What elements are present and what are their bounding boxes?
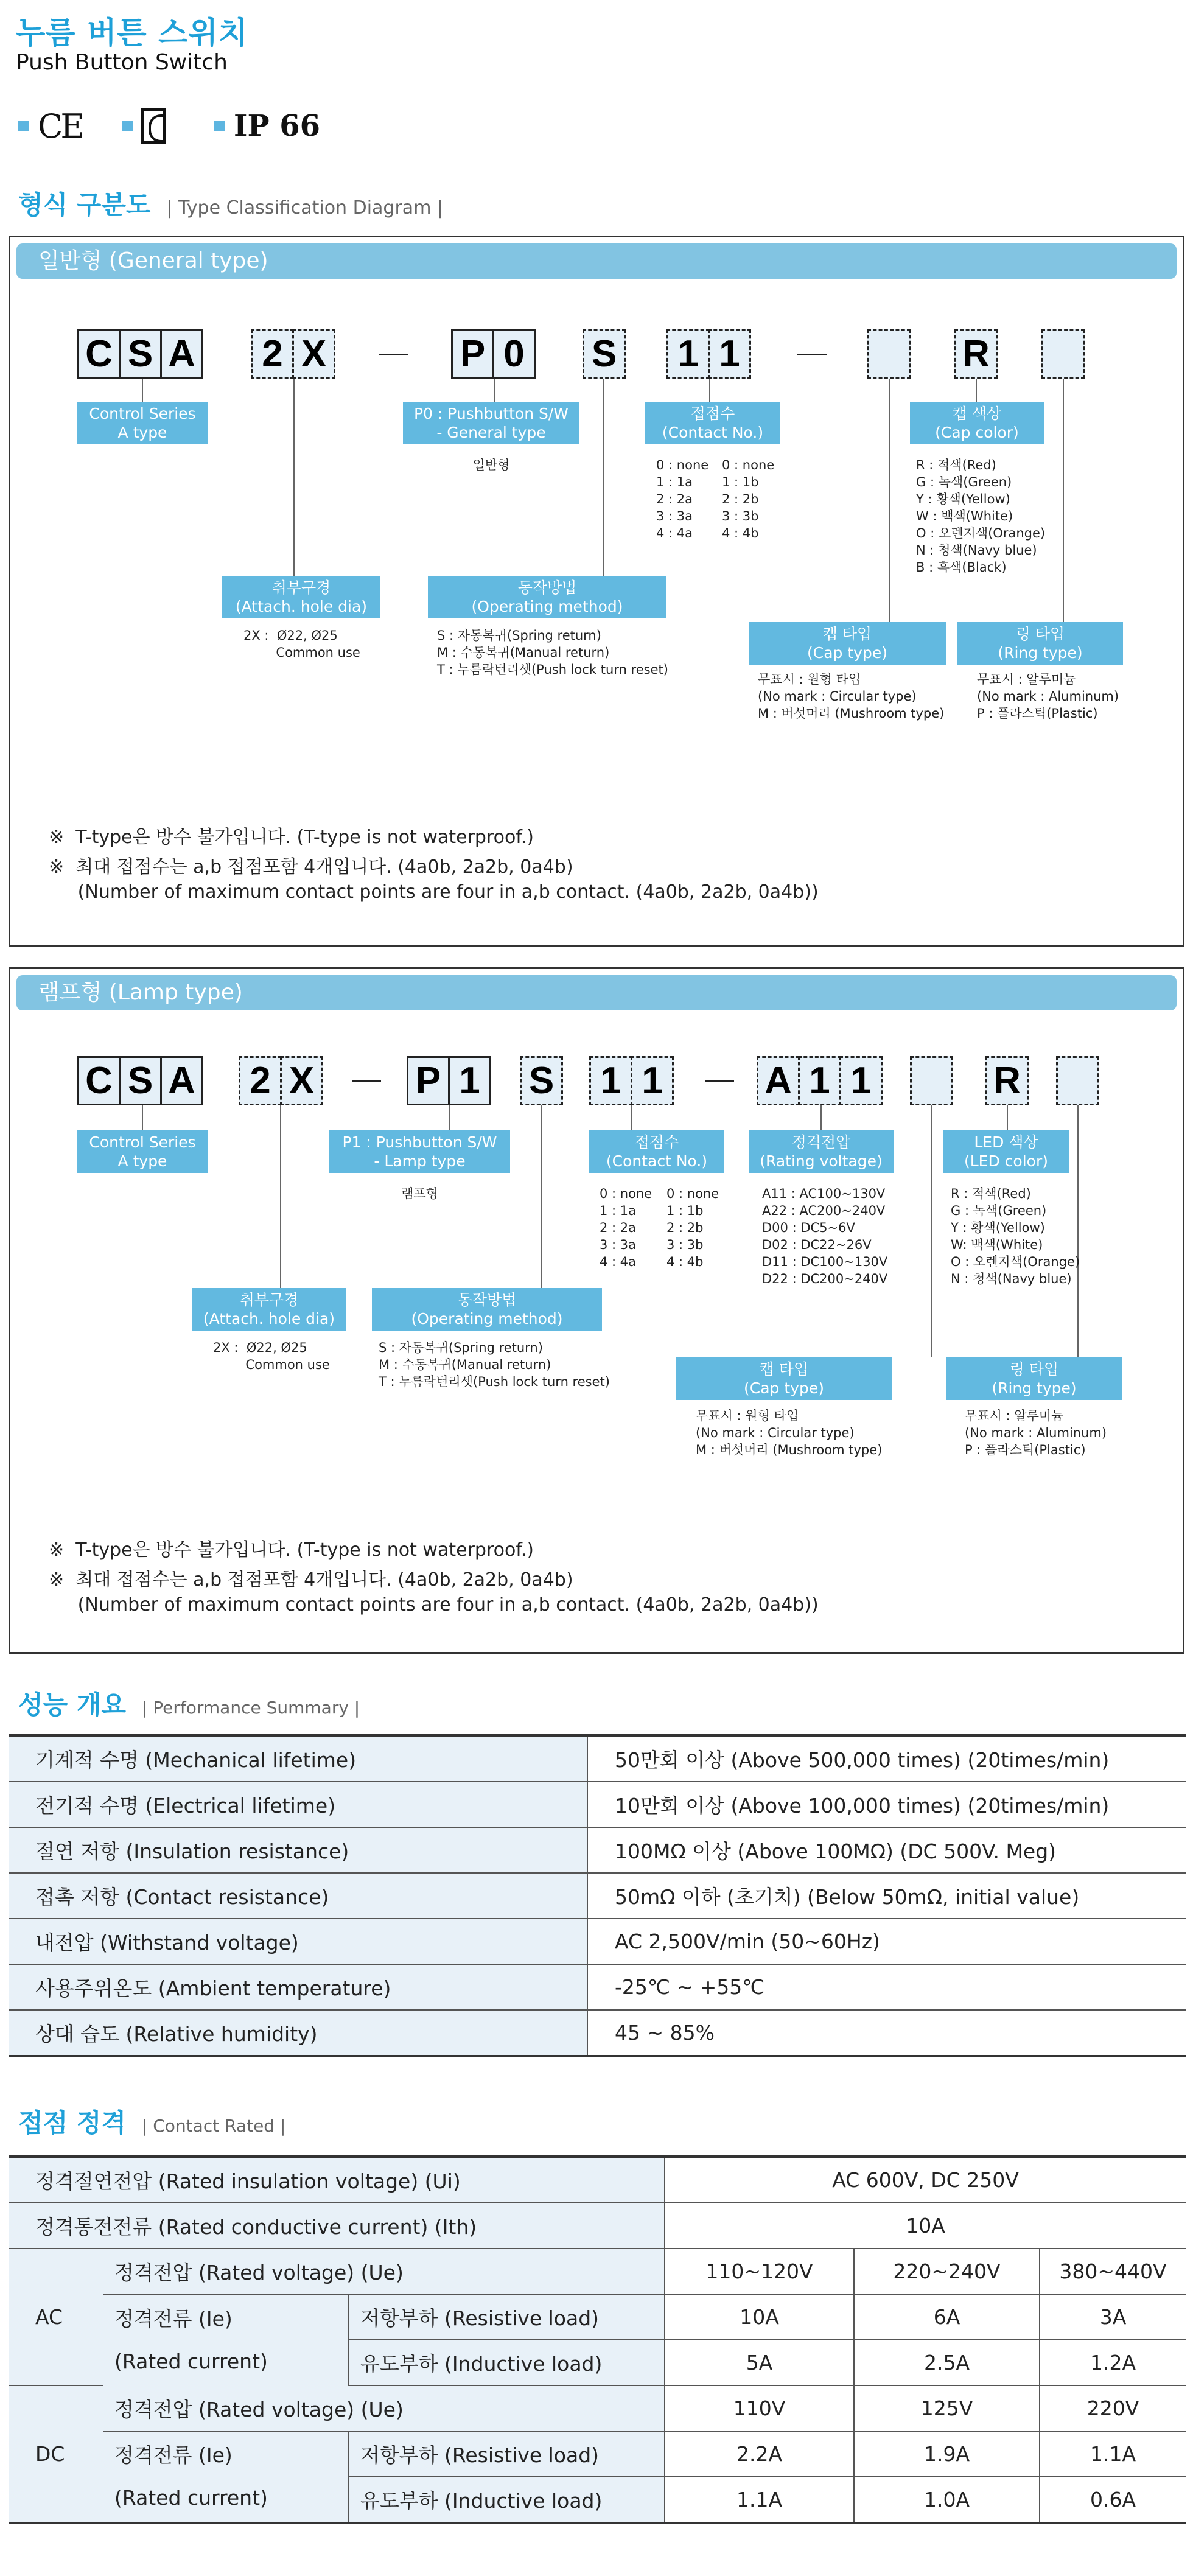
hole-list-item: Common use (243, 645, 360, 660)
contact-a-list-item: 0 : none (656, 458, 709, 472)
code-voltage-cell: 1 (839, 1056, 883, 1105)
voltage-list-item: A11 : AC100~130V (762, 1186, 886, 1201)
contact-b-list-item: 1 : 1b (722, 475, 759, 489)
contact-b-list-item: 0 : none (722, 458, 775, 472)
code-voltage-cell: 1 (798, 1056, 841, 1105)
label-method-line: 동작방법 (517, 579, 577, 597)
method-list (437, 627, 668, 678)
code-led (985, 1056, 1029, 1105)
code-cap-color (954, 329, 998, 379)
kc-mark-icon (141, 108, 166, 144)
contact-rated-table (9, 2155, 1186, 2524)
label-hole-line: (Attach. hole dia) (203, 1310, 335, 1328)
label-type-line: - General type (436, 424, 546, 441)
code-type-cell: P (451, 329, 494, 379)
ui-label: 정격절연전압 (Rated insulation voltage) (Ui) (9, 2157, 665, 2203)
code-contact-cell: 1 (666, 329, 710, 379)
cap-type-list-item: M : 버섯머리 (Mushroom type) (696, 1443, 883, 1457)
dc-inductive-value: 0.6A (1040, 2477, 1186, 2523)
code-hole-cell: 2 (239, 1056, 282, 1105)
connector-line (142, 379, 143, 402)
contact-b-list-item: 3 : 3b (722, 509, 759, 523)
code-ring (1041, 329, 1085, 379)
contact-b-list-item: 0 : none (666, 1186, 719, 1201)
connector-line (449, 1105, 450, 1130)
label-ring (946, 1357, 1122, 1400)
ring-list-item: 무표시 : 알루미늄 (977, 672, 1076, 687)
dc-resistive-value: 1.1A (1040, 2431, 1186, 2477)
label-cap-type-line: 캡 타입 (822, 625, 872, 643)
hole-list-item: Common use (213, 1357, 330, 1372)
method-list-item: M : 수동복귀(Manual return) (437, 645, 610, 660)
label-type (403, 402, 579, 444)
label-hole (192, 1288, 346, 1331)
connector-line (631, 1105, 632, 1130)
label-method-line: (Operating method) (411, 1310, 563, 1328)
ith-value: 10A (665, 2203, 1186, 2249)
type-section-title (18, 185, 443, 222)
ie-label-ko: 정격전류 (Ie) (114, 2306, 233, 2331)
label-series-line: A type (117, 424, 167, 441)
label-led-line: (LED color) (964, 1152, 1048, 1170)
label-hole-line: (Attach. hole dia) (235, 598, 368, 615)
table-row (9, 1735, 1186, 1782)
label-cap-type-line: 캡 타입 (759, 1360, 809, 1378)
performance-label: 사용주위온도 (Ambient temperature) (9, 1964, 587, 2010)
connector-line (280, 1105, 281, 1288)
code-method (583, 329, 626, 379)
table-row (9, 1919, 1186, 1964)
connector-line (494, 379, 495, 402)
bullet-icon (18, 121, 29, 131)
cap-color-list (916, 457, 1045, 576)
label-contact-line: 접점수 (690, 405, 735, 422)
ring-list-item: P : 플라스틱(Plastic) (977, 706, 1098, 721)
performance-value: AC 2,500V/min (50~60Hz) (587, 1919, 1186, 1964)
contact-a-list (600, 1185, 652, 1270)
hole-list-item: 2X : Ø22, Ø25 (213, 1340, 307, 1355)
label-contact-line: 접점수 (634, 1133, 679, 1151)
bullet-icon (122, 121, 133, 131)
ie-label-en: (Rated current) (114, 2486, 268, 2510)
label-cap-color-line: 캡 색상 (952, 405, 1002, 422)
contact-a-list-item: 2 : 2a (600, 1220, 637, 1235)
cap-type-list-item: (No mark : Circular type) (696, 1426, 855, 1440)
contact-a-list-item: 1 : 1a (600, 1203, 637, 1218)
code-series (77, 1056, 203, 1105)
ip-rating: IP 66 (234, 109, 321, 143)
performance-table (9, 1734, 1186, 2057)
label-hole-line: 취부구경 (239, 1291, 299, 1309)
label-hole-line: 취부구경 (271, 579, 331, 597)
cap-color-list-item: B : 흑색(Black) (916, 560, 1007, 575)
label-cap-color-line: (Cap color) (935, 424, 1019, 441)
ac-ie-label (103, 2294, 349, 2385)
led-list-item: R : 적색(Red) (951, 1186, 1031, 1201)
cert-ce (18, 105, 82, 147)
code-led-cell: R (985, 1056, 1029, 1105)
cap-color-list-item: N : 청색(Navy blue) (916, 543, 1037, 558)
bullet-icon (214, 121, 225, 131)
code-contact-cell: 1 (708, 329, 751, 379)
cert-kc (122, 105, 166, 147)
note-text: ※ 최대 접점수는 a,b 접점포함 4개입니다. (4a0b, 2a2b, 0a4b) (49, 1569, 573, 1591)
code-method (520, 1056, 563, 1105)
connector-line (293, 379, 295, 576)
voltage-list-item: D00 : DC5~6V (762, 1220, 855, 1235)
cap-type-list-item: 무표시 : 원형 타입 (758, 672, 861, 687)
label-contact (645, 402, 780, 444)
cap-color-list-item: R : 적색(Red) (916, 458, 996, 472)
label-method-line: (Operating method) (471, 598, 623, 615)
label-led-line: LED 색상 (974, 1133, 1038, 1151)
label-ring-line: 링 타입 (1015, 625, 1065, 643)
dash-separator (379, 354, 408, 355)
label-ring-line: (Ring type) (992, 1379, 1077, 1397)
contact-b-list-item: 4 : 4b (666, 1255, 704, 1269)
performance-value: 100MΩ 이상 (Above 100MΩ) (DC 500V. Meg) (587, 1827, 1186, 1873)
table-row (9, 1782, 1186, 1827)
contact-b-list-item: 3 : 3b (666, 1237, 704, 1252)
led-list-item: N : 청색(Navy blue) (951, 1272, 1072, 1286)
contact-b-list-item: 2 : 2b (722, 492, 759, 506)
label-ring-line: 링 타입 (1009, 1360, 1059, 1378)
ac-resistive-value: 6A (854, 2294, 1040, 2340)
code-contact-cell: 1 (631, 1056, 674, 1105)
code-ring (1056, 1056, 1099, 1105)
performance-value: 50만회 이상 (Above 500,000 times) (20times/min) (587, 1735, 1186, 1782)
code-contact (666, 329, 751, 379)
code-contact-cell: 1 (589, 1056, 632, 1105)
table-row (9, 1964, 1186, 2010)
label-method (428, 576, 666, 618)
label-voltage-line: (Rating voltage) (760, 1152, 883, 1170)
method-list-item: S : 자동복귀(Spring return) (379, 1340, 543, 1355)
performance-value: 10만회 이상 (Above 100,000 times) (20times/min) (587, 1782, 1186, 1827)
code-series-cell: A (160, 329, 203, 379)
table-row (9, 2157, 1186, 2203)
page-subtitle: Push Button Switch (16, 50, 228, 75)
table-row (9, 2249, 1186, 2294)
code-cap-color-cell: R (954, 329, 998, 379)
ac-inductive-value: 2.5A (854, 2340, 1040, 2385)
ie-label-ko: 정격전류 (Ie) (114, 2443, 233, 2467)
dc-ue-value: 110V (665, 2385, 854, 2431)
code-series-cell: S (119, 329, 162, 379)
performance-value: 50mΩ 이하 (초기치) (Below 50mΩ, initial value) (587, 1873, 1186, 1919)
code-hole (239, 1056, 323, 1105)
label-cap-type-line: (Cap type) (744, 1379, 824, 1397)
dc-resistive-value: 2.2A (665, 2431, 854, 2477)
table-row (9, 2294, 1186, 2340)
contact-a-list-item: 1 : 1a (656, 475, 693, 489)
method-list-item: T : 누름락턴리셋(Push lock turn reset) (379, 1374, 610, 1389)
voltage-list-item: A22 : AC200~240V (762, 1203, 886, 1218)
cert-ip (214, 105, 320, 147)
led-list (951, 1185, 1080, 1287)
note-text: (Number of maximum contact points are four in a,b contact. (4a0b, 2a2b, 0a4b)) (49, 881, 819, 903)
dc-ue-label: 정격전압 (Rated voltage) (Ue) (103, 2385, 665, 2431)
performance-label: 절연 저항 (Insulation resistance) (9, 1827, 587, 1873)
label-series-line: Control Series (89, 405, 196, 422)
ring-list-item: (No mark : Aluminum) (977, 689, 1119, 704)
label-series (77, 1130, 208, 1173)
label-cap-type (749, 622, 946, 665)
lamp-type-header: 램프형 (Lamp type) (16, 975, 1177, 1010)
label-series (77, 402, 208, 444)
method-list-item: T : 누름락턴리셋(Push lock turn reset) (437, 662, 668, 677)
voltage-list (762, 1185, 887, 1287)
dc-label: DC (9, 2385, 103, 2523)
dc-ue-value: 125V (854, 2385, 1040, 2431)
ac-ue-value: 220~240V (854, 2249, 1040, 2294)
contact-a-list-item: 4 : 4a (656, 526, 693, 541)
label-type-line: P1 : Pushbutton S/W (342, 1133, 497, 1151)
ac-resistive-value: 10A (665, 2294, 854, 2340)
ac-inductive-value: 1.2A (1040, 2340, 1186, 2385)
performance-value: -25℃ ~ +55℃ (587, 1964, 1186, 2010)
connector-line (976, 379, 977, 402)
connector-line (541, 1105, 542, 1288)
performance-value: 45 ~ 85% (587, 2010, 1186, 2056)
cap-type-list (758, 671, 944, 722)
voltage-list-item: D02 : DC22~26V (762, 1237, 872, 1252)
code-hole (251, 329, 335, 379)
code-series-cell: C (77, 1056, 121, 1105)
code-series-cell: C (77, 329, 121, 379)
contact-b-list-item: 2 : 2b (666, 1220, 704, 1235)
contact-b-list-item: 4 : 4b (722, 526, 759, 541)
label-type-line: - Lamp type (374, 1152, 466, 1170)
code-ring-cell (1041, 329, 1085, 379)
dc-resistive-label: 저항부하 (Resistive load) (349, 2431, 665, 2477)
led-list-item: Y : 황색(Yellow) (951, 1220, 1045, 1235)
ring-list (977, 671, 1119, 722)
section-title-en: | Type Classification Diagram | (166, 197, 444, 219)
label-ring-line: (Ring type) (998, 644, 1083, 662)
label-hole (222, 576, 380, 618)
performance-label: 전기적 수명 (Electrical lifetime) (9, 1782, 587, 1827)
performance-label: 내전압 (Withstand voltage) (9, 1919, 587, 1964)
code-hole-cell: X (292, 329, 335, 379)
led-list-item: W: 백색(White) (951, 1237, 1043, 1252)
code-voltage (757, 1056, 883, 1105)
section-title-ko: 접점 정격 (18, 2108, 126, 2138)
contact-a-list-item: 3 : 3a (656, 509, 693, 523)
label-type (329, 1130, 510, 1173)
connector-line (709, 379, 710, 402)
code-type (407, 1056, 491, 1105)
section-title-ko: 형식 구분도 (18, 190, 151, 220)
note-text: ※ 최대 접점수는 a,b 접점포함 4개입니다. (4a0b, 2a2b, 0a4b) (49, 856, 573, 878)
connector-line (931, 1105, 932, 1357)
code-method-cell: S (520, 1056, 563, 1105)
label-led (943, 1130, 1069, 1173)
code-cap-type-cell (910, 1056, 953, 1105)
ac-inductive-label: 유도부하 (Inductive load) (349, 2340, 665, 2385)
ring-list-item: 무표시 : 알루미늄 (965, 1409, 1064, 1423)
code-type-cell: 0 (492, 329, 536, 379)
cap-color-list-item: W : 백색(White) (916, 509, 1013, 523)
led-list-item: G : 녹색(Green) (951, 1203, 1047, 1218)
contact-a-list (656, 457, 708, 542)
hole-list (243, 627, 360, 661)
page-title: 누름 버튼 스위치 (16, 15, 248, 51)
contact-a-list-item: 0 : none (600, 1186, 652, 1201)
code-type-cell: P (407, 1056, 450, 1105)
table-row (9, 1873, 1186, 1919)
cap-color-list-item: O : 오렌지색(Orange) (916, 526, 1046, 541)
code-series-cell: A (160, 1056, 203, 1105)
general-type-header: 일반형 (General type) (16, 243, 1177, 279)
label-ring (957, 622, 1123, 665)
ac-ue-label: 정격전압 (Rated voltage) (Ue) (103, 2249, 665, 2294)
label-method (372, 1288, 602, 1331)
contact-b-list (722, 457, 774, 542)
dc-inductive-value: 1.0A (854, 2477, 1040, 2523)
label-method-line: 동작방법 (457, 1291, 517, 1309)
table-row (9, 2010, 1186, 2056)
dc-ie-label (103, 2431, 349, 2523)
label-contact-line: (Contact No.) (662, 424, 764, 441)
voltage-list-item: D11 : DC100~130V (762, 1255, 888, 1269)
voltage-list-item: D22 : DC200~240V (762, 1272, 888, 1286)
code-hole-cell: X (280, 1056, 323, 1105)
contact-b-list-item: 1 : 1b (666, 1203, 704, 1218)
dash-separator (352, 1080, 381, 1082)
label-contact (589, 1130, 724, 1173)
cap-type-list-item: M : 버섯머리 (Mushroom type) (758, 706, 945, 721)
ac-resistive-label: 저항부하 (Resistive load) (349, 2294, 665, 2340)
type-note: 일반형 (472, 458, 510, 472)
code-series-cell: S (119, 1056, 162, 1105)
ring-list (965, 1407, 1107, 1458)
dc-inductive-label: 유도부하 (Inductive load) (349, 2477, 665, 2523)
ring-list-item: P : 플라스틱(Plastic) (965, 1443, 1086, 1457)
code-method-cell: S (583, 329, 626, 379)
cap-type-list-item: 무표시 : 원형 타입 (696, 1409, 799, 1423)
performance-title (18, 1685, 360, 1721)
cap-color-list-item: G : 녹색(Green) (916, 475, 1012, 489)
note-text: ※ T-type은 방수 불가입니다. (T-type is not waterproof.) (49, 1539, 534, 1561)
type-note: 램프형 (401, 1186, 438, 1201)
contact-b-list (666, 1185, 719, 1270)
label-cap-color (910, 402, 1044, 444)
ith-label: 정격통전전류 (Rated conductive current) (Ith) (9, 2203, 665, 2249)
code-type (451, 329, 536, 379)
method-list-item: S : 자동복귀(Spring return) (437, 628, 601, 643)
ui-value: AC 600V, DC 250V (665, 2157, 1186, 2203)
label-type-line: P0 : Pushbutton S/W (413, 405, 569, 422)
cap-color-list-item: Y : 황색(Yellow) (916, 492, 1010, 506)
connector-line (820, 1105, 822, 1130)
section-title-en: | Performance Summary | (141, 1698, 360, 1718)
ie-label-en: (Rated current) (114, 2349, 268, 2373)
contact-a-list-item: 2 : 2a (656, 492, 693, 506)
connector-line (889, 379, 890, 622)
code-hole-cell: 2 (251, 329, 294, 379)
label-voltage-line: 정격전압 (791, 1133, 851, 1151)
dash-separator (705, 1080, 734, 1082)
method-list-item: M : 수동복귀(Manual return) (379, 1357, 551, 1372)
code-type-cell: 1 (448, 1056, 491, 1105)
section-title-en: | Contact Rated | (141, 2116, 286, 2136)
hole-list (213, 1339, 330, 1373)
label-contact-line: (Contact No.) (606, 1152, 708, 1170)
ac-ue-value: 380~440V (1040, 2249, 1186, 2294)
code-ring-cell (1056, 1056, 1099, 1105)
code-cap-type (867, 329, 911, 379)
dc-resistive-value: 1.9A (854, 2431, 1040, 2477)
hole-list-item: 2X : Ø22, Ø25 (243, 628, 338, 643)
led-list-item: O : 오렌지색(Orange) (951, 1255, 1080, 1269)
dc-ue-value: 220V (1040, 2385, 1186, 2431)
connector-line (603, 379, 604, 576)
method-list (379, 1339, 610, 1390)
table-row (9, 2431, 1186, 2477)
connector-line (1007, 1105, 1008, 1130)
contact-rated-title (18, 2103, 285, 2140)
ac-label: AC (9, 2249, 103, 2385)
note-text: ※ T-type은 방수 불가입니다. (T-type is not waterproof.) (49, 827, 534, 848)
cap-type-list-item: (No mark : Circular type) (758, 689, 917, 704)
cap-type-list (696, 1407, 882, 1458)
dash-separator (797, 354, 827, 355)
performance-label: 기계적 수명 (Mechanical lifetime) (9, 1735, 587, 1782)
contact-a-list-item: 3 : 3a (600, 1237, 637, 1252)
table-row (9, 2385, 1186, 2431)
label-voltage (749, 1130, 894, 1173)
section-title-ko: 성능 개요 (18, 1690, 126, 1720)
connector-line (1063, 379, 1064, 622)
code-voltage-cell: A (757, 1056, 800, 1105)
dc-inductive-value: 1.1A (665, 2477, 854, 2523)
ac-resistive-value: 3A (1040, 2294, 1186, 2340)
table-row (9, 1827, 1186, 1873)
table-row (9, 2203, 1186, 2249)
performance-label: 접촉 저항 (Contact resistance) (9, 1873, 587, 1919)
label-series-line: Control Series (89, 1133, 196, 1151)
connector-line (142, 1105, 143, 1130)
label-cap-type (676, 1357, 892, 1400)
code-series (77, 329, 203, 379)
ac-inductive-value: 5A (665, 2340, 854, 2385)
code-cap-type-cell (867, 329, 911, 379)
contact-a-list-item: 4 : 4a (600, 1255, 637, 1269)
code-contact (589, 1056, 674, 1105)
note-text: (Number of maximum contact points are four in a,b contact. (4a0b, 2a2b, 0a4b)) (49, 1594, 819, 1615)
performance-label: 상대 습도 (Relative humidity) (9, 2010, 587, 2056)
ac-ue-value: 110~120V (665, 2249, 854, 2294)
label-cap-type-line: (Cap type) (807, 644, 887, 662)
code-cap-type (910, 1056, 953, 1105)
label-series-line: A type (117, 1152, 167, 1170)
ce-mark-icon: CE (38, 107, 82, 145)
ring-list-item: (No mark : Aluminum) (965, 1426, 1107, 1440)
